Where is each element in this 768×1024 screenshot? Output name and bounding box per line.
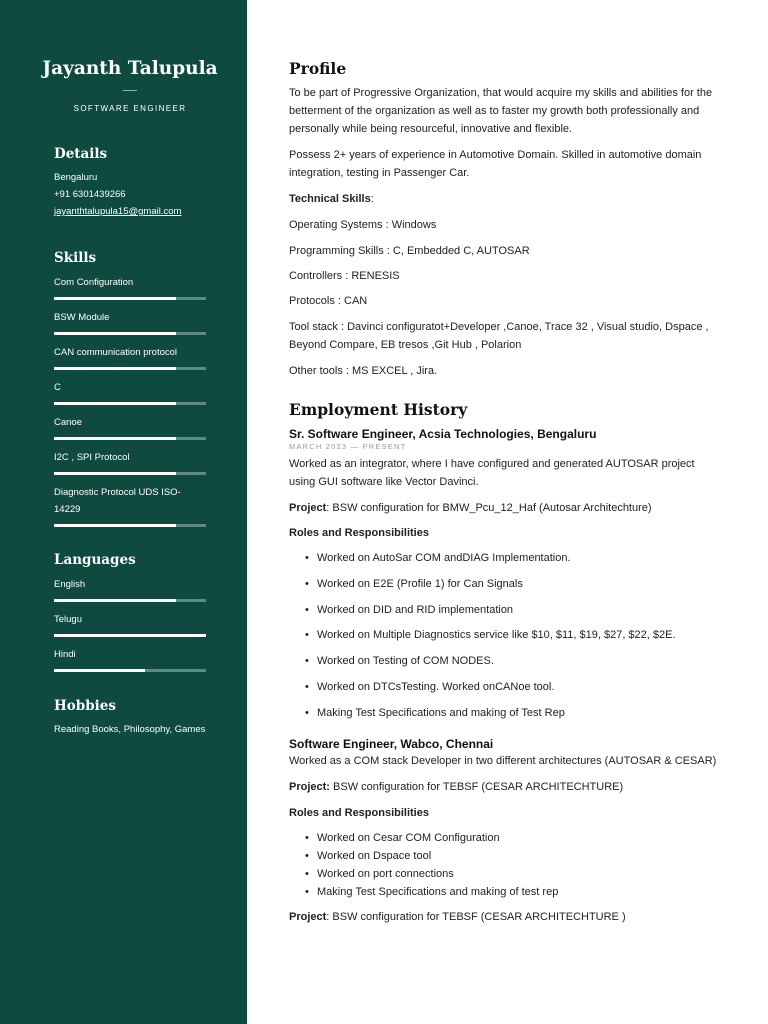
language-label: Hindi — [54, 649, 76, 660]
job-2-project-2 — [289, 908, 719, 926]
candidate-name: Jayanth Talupula — [42, 58, 218, 79]
skill-label: C — [54, 382, 61, 393]
skill-level-bar — [54, 297, 206, 300]
language-label: Telugu — [54, 614, 82, 625]
job-2-roles-heading: Roles and Responsibilities — [289, 806, 429, 819]
job-1-role-item: • Worked on E2E (Profile 1) for Can Signals — [305, 575, 719, 593]
languages-heading: Languages — [54, 552, 136, 568]
skill-item — [54, 449, 206, 475]
skill-item — [54, 309, 206, 335]
skill-level-bar — [54, 472, 206, 475]
skill-protocols: Protocols : CAN — [289, 295, 368, 307]
details-city: Bengaluru — [54, 172, 98, 183]
languages-list — [54, 576, 206, 672]
skill-item — [54, 379, 206, 405]
job-2-title: Software Engineer, Wabco, Chennai — [289, 736, 494, 751]
main-content — [289, 0, 719, 926]
skill-controllers: Controllers : RENESIS — [289, 270, 400, 282]
skill-level-fill — [54, 472, 176, 475]
technical-skills-colon: : — [370, 193, 374, 205]
skill-level-fill — [54, 402, 176, 405]
language-level-bar — [54, 669, 206, 672]
language-item — [54, 611, 206, 637]
skill-level-bar — [54, 524, 206, 527]
skills-heading: Skills — [54, 250, 97, 266]
language-label: English — [54, 579, 86, 590]
technical-skills-label — [289, 190, 719, 208]
job-2-role-item: • Worked on port connections — [305, 865, 719, 883]
language-level-fill — [54, 634, 206, 637]
skill-item — [54, 484, 206, 527]
language-level-bar — [54, 634, 206, 637]
skill-label: Diagnostic Protocol UDS ISO-14229 — [54, 487, 181, 515]
skill-label: CAN communication protocol — [54, 347, 178, 358]
skill-level-bar — [54, 402, 206, 405]
language-item — [54, 646, 206, 672]
skill-level-bar — [54, 367, 206, 370]
job-2-role-item: • Making Test Specifications and making of test rep — [305, 883, 719, 901]
technical-skills-title: Technical Skills — [289, 193, 371, 205]
skill-other-tools: Other tools : MS EXCEL , Jira. — [289, 365, 438, 377]
job-1-role-item: • Worked on AutoSar COM andDIAG Implementation. — [305, 549, 719, 567]
job-1-role-item: • Worked on DTCsTesting. Worked onCANoe tool. — [305, 678, 719, 696]
job-2-role-item: • Worked on Cesar COM Configuration — [305, 829, 719, 847]
details-heading: Details — [54, 146, 108, 162]
job-2-roles-list — [305, 829, 719, 901]
details-section — [54, 169, 206, 220]
job-2-project-label: Project: — [289, 780, 330, 793]
skill-level-bar — [54, 437, 206, 440]
job-1-description: Worked as an integrator, where I have configured and generated AUTOSAR project using GUI software like Vector Davinci. — [289, 458, 695, 488]
job-1-role-item: • Worked on Multiple Diagnostics service like $10, $11, $19, $27, $22, $2E. — [305, 626, 719, 644]
language-level-fill — [54, 599, 176, 602]
language-level-bar — [54, 599, 206, 602]
language-item — [54, 576, 206, 602]
language-level-fill — [54, 669, 145, 672]
profile-para-1: To be part of Progressive Organization, that would acquire my skills and abilities for the betterment of the organization as well as to faster my growth both professionally and personally while being resourceful, innovative and flexible. — [289, 87, 713, 135]
skill-level-bar — [54, 332, 206, 335]
job-1-role-item: • Worked on Testing of COM NODES. — [305, 652, 719, 670]
job-2-project — [289, 778, 719, 796]
skill-item — [54, 274, 206, 300]
skill-level-fill — [54, 524, 176, 527]
skill-label: Canoe — [54, 417, 82, 428]
skill-item — [54, 414, 206, 440]
job-1-project — [289, 499, 719, 517]
job-1-roles-list — [305, 549, 719, 722]
job-2-role-item: • Worked on Dspace tool — [305, 847, 719, 865]
skill-level-fill — [54, 367, 176, 370]
job-1-project-label: Project — [289, 502, 327, 514]
job-2-project-2-text: : BSW configuration for TEBSF (CESAR ARCHITECHTURE ) — [326, 910, 626, 923]
skill-level-fill — [54, 332, 176, 335]
job-1-role-item: • Making Test Specifications and making of Test Rep — [305, 704, 719, 722]
hobbies-heading: Hobbies — [54, 698, 116, 714]
profile-heading: Profile — [289, 59, 347, 78]
job-2-project-text: BSW configuration for TEBSF (CESAR ARCHITECHTURE) — [329, 780, 624, 793]
job-1-role-item: • Worked on DID and RID implementation — [305, 601, 719, 619]
skill-label: I2C , SPI Protocol — [54, 452, 130, 463]
profile-para-2: Possess 2+ years of experience in Automotive Domain. Skilled in automotive domain integration, testing in Passenger Car. — [289, 149, 702, 179]
employment-heading: Employment History — [289, 400, 468, 419]
details-phone: +91 6301439266 — [54, 189, 126, 200]
details-email-link[interactable]: jayanthtalupula15@gmail.com — [54, 206, 182, 217]
skill-level-fill — [54, 437, 176, 440]
job-1-date: MARCH 2023 — PRESENT — [289, 442, 407, 451]
job-title: SOFTWARE ENGINEER — [73, 104, 187, 113]
skill-item — [54, 344, 206, 370]
sidebar — [0, 0, 247, 1024]
job-1-title: Sr. Software Engineer, Acsia Technologies, Bengaluru — [289, 427, 597, 441]
skill-label: Com Configuration — [54, 277, 134, 288]
job-1-project-text: : BSW configuration for BMW_Pcu_12_Haf (Autosar Architechture) — [326, 502, 652, 514]
skill-programming: Programming Skills : C, Embedded C, AUTOSAR — [289, 245, 530, 257]
skill-toolstack: Tool stack : Davinci configuratot+Developer ,Canoe, Trace 32 , Visual studio, Dspace , Beyond Compare, EB tresos ,Git Hub , Polarion — [289, 321, 709, 351]
skill-label: BSW Module — [54, 312, 110, 323]
job-1-roles-heading: Roles and Responsibilities — [289, 527, 429, 539]
skills-list — [54, 274, 206, 527]
skill-os: Operating Systems : Windows — [289, 219, 437, 231]
name-divider — [123, 90, 137, 91]
skill-level-fill — [54, 297, 176, 300]
job-2-project-2-label: Project — [289, 910, 327, 923]
job-2-description: Worked as a COM stack Developer in two different architectures (AUTOSAR & CESAR) — [289, 754, 717, 767]
hobbies-text: Reading Books, Philosophy, Games — [54, 724, 206, 735]
